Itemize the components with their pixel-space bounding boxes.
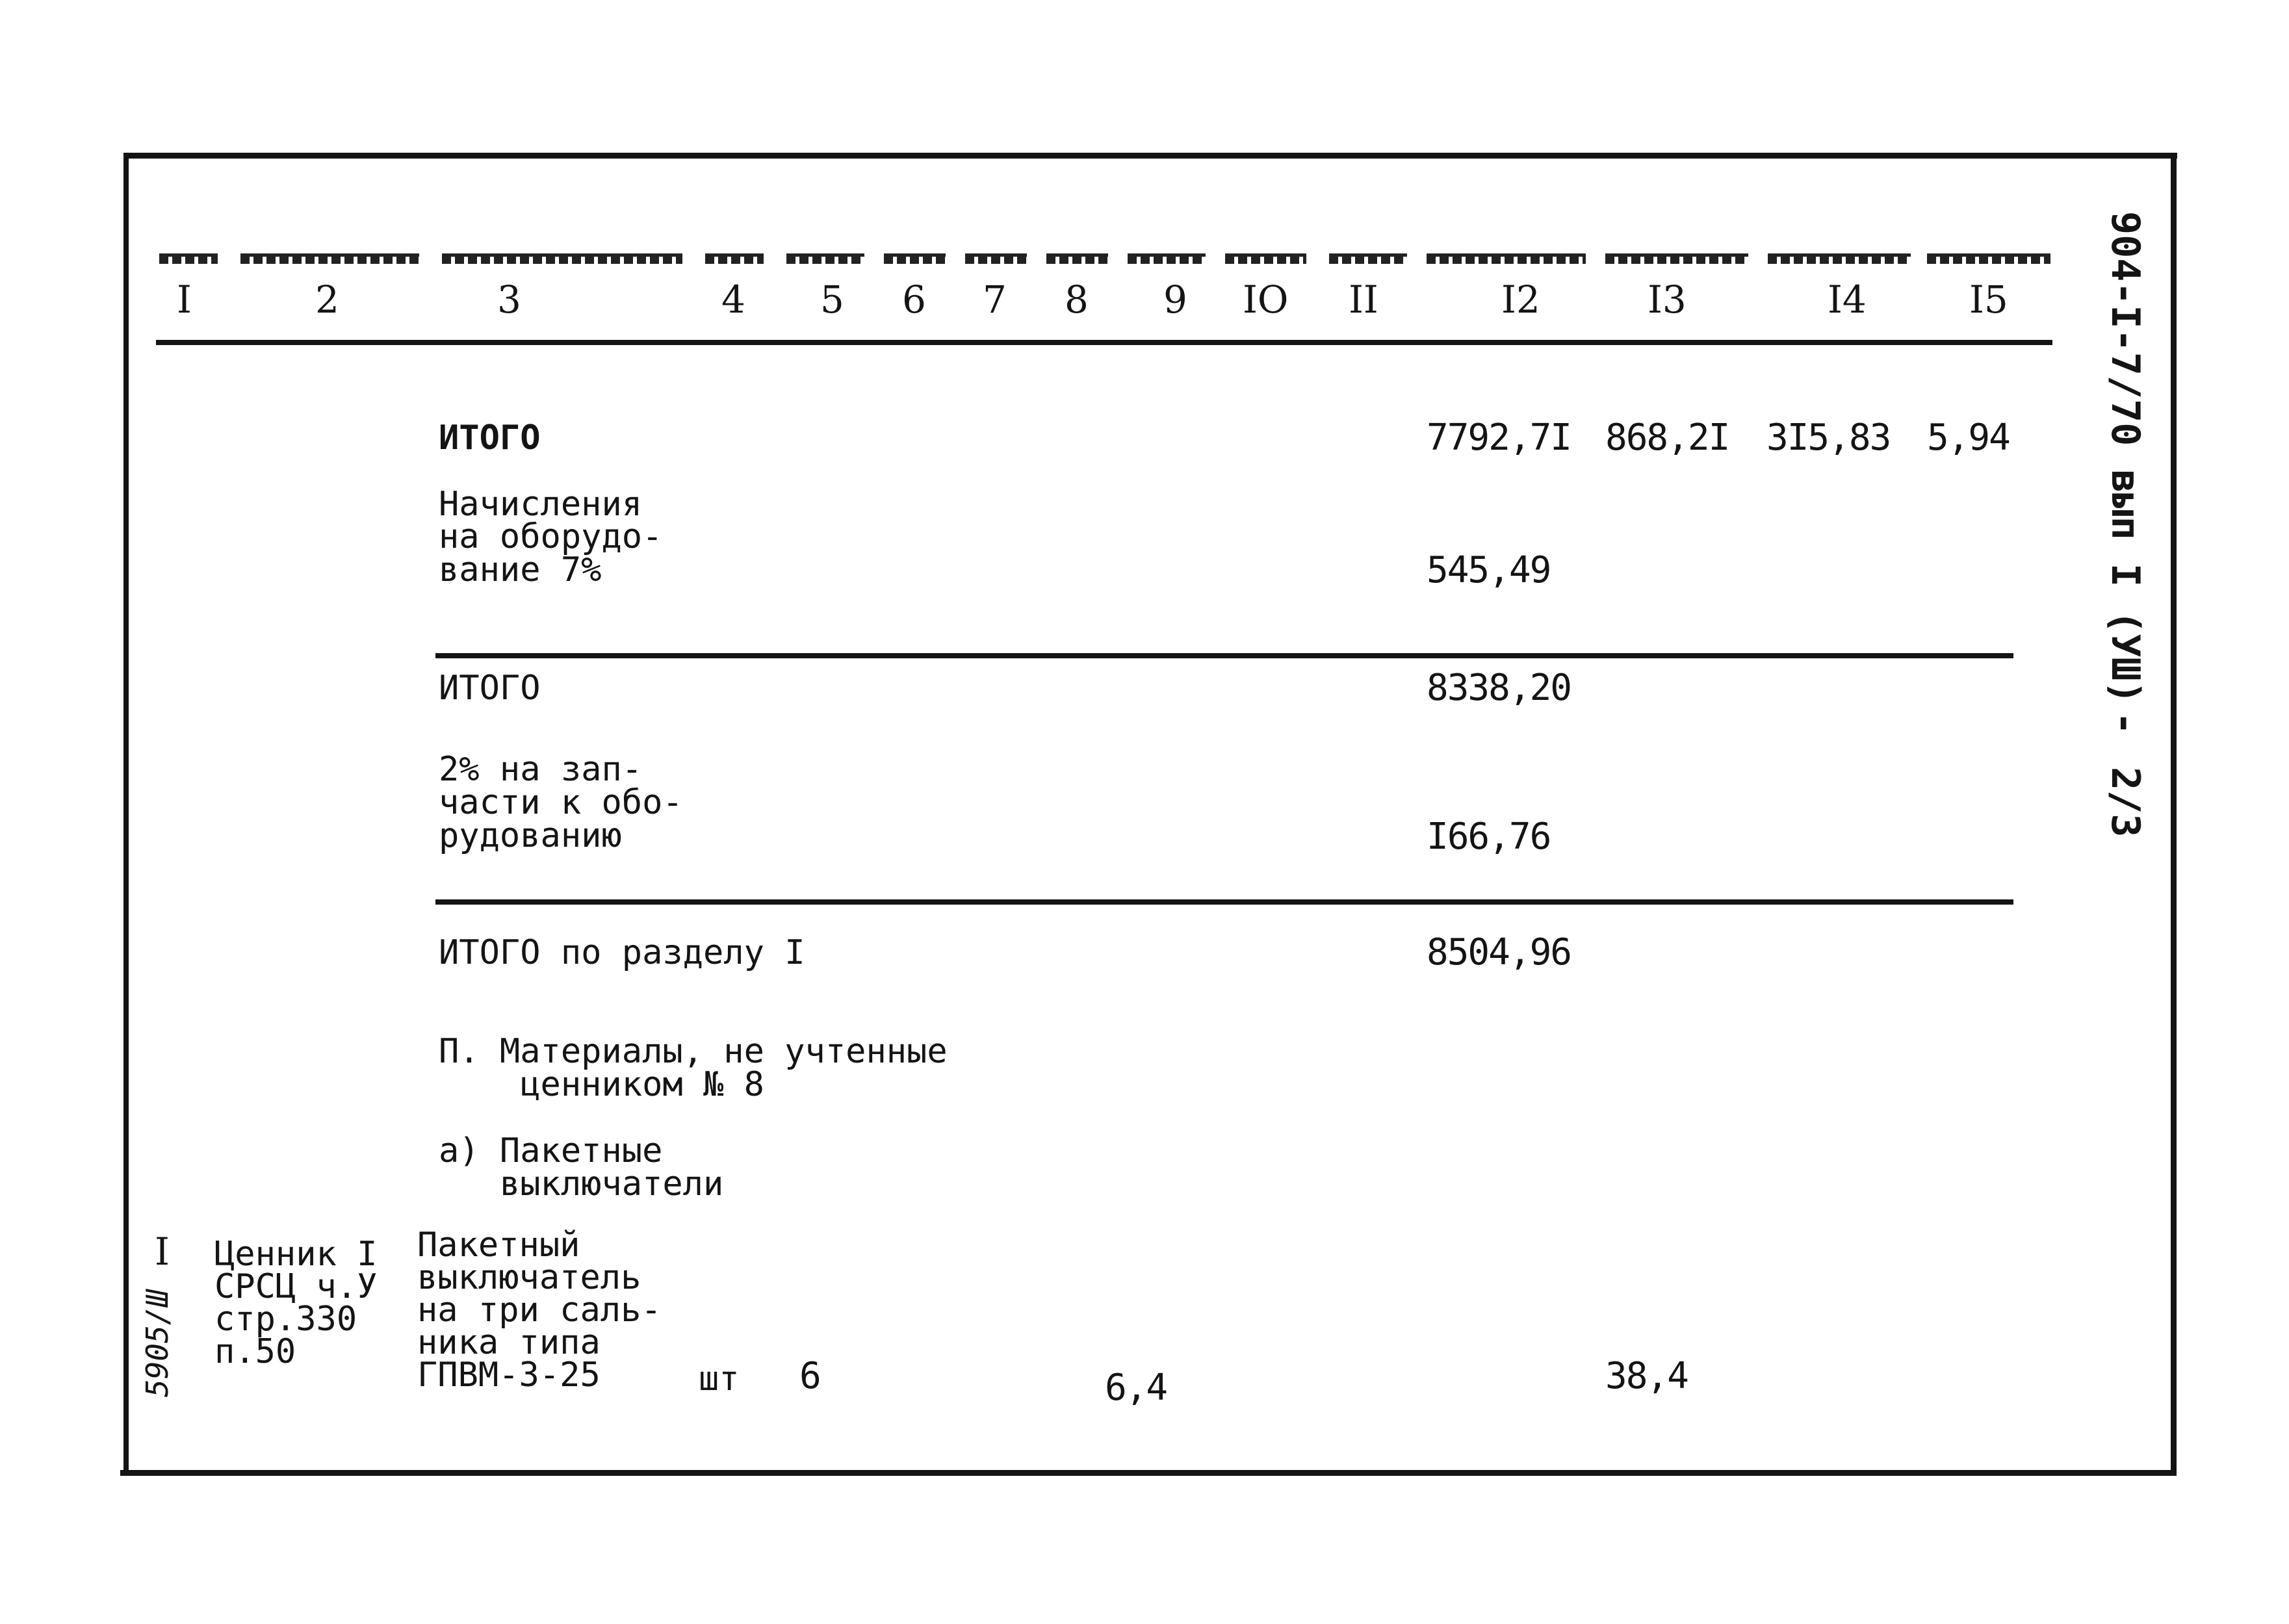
header-dash-8 [1046, 253, 1108, 264]
heading-line-1: П. Материалы, не учтенные [439, 1032, 948, 1071]
header-dash-9 [1128, 253, 1206, 264]
row-label-line-2: на оборудо- [439, 517, 663, 556]
row-label-line-2: части к обо- [439, 783, 683, 822]
col-number-5: 5 [820, 277, 844, 322]
total-rule-1 [435, 653, 2013, 658]
header-dash-14 [1768, 253, 1911, 264]
cell-col-12: 7792,7I [1427, 417, 1571, 459]
cell-col-12: 545,49 [1427, 549, 1551, 591]
row-label: ИТОГО [439, 419, 541, 458]
col-number-4: 4 [721, 277, 745, 322]
frame-bottom [120, 1470, 2175, 1476]
row-label-line-3: вание 7% [439, 550, 602, 589]
cell-col-8: 6,4 [1105, 1367, 1167, 1409]
col-number-7: 7 [983, 277, 1007, 322]
col-number-9: 9 [1163, 277, 1187, 322]
row-label-line-1: 2% на зап- [439, 750, 643, 789]
cell-col-3-line-3: на три саль- [417, 1291, 662, 1330]
header-dash-11 [1329, 253, 1407, 264]
col-number-11: II [1349, 277, 1378, 322]
header-dash-4 [705, 253, 764, 264]
col-number-2: 2 [315, 277, 339, 322]
cell-col-12: I66,76 [1427, 816, 1551, 858]
header-dash-10 [1225, 253, 1306, 264]
cell-col-2-line-2: СРСЦ ч.У [214, 1267, 378, 1306]
header-dash-15 [1927, 253, 2050, 264]
col-number-6: 6 [902, 277, 926, 322]
cell-col-3-line-1: Пакетный [417, 1226, 580, 1265]
cell-col-13: 868,2I [1605, 417, 1729, 459]
col-number-1: I [177, 277, 192, 322]
header-dash-7 [965, 253, 1027, 264]
col-number-3: 3 [497, 277, 521, 322]
frame-left [123, 153, 129, 1476]
row-label-line-3: рудованию [439, 816, 622, 855]
cell-col-13: 38,4 [1605, 1355, 1688, 1397]
cell-col-1: I [155, 1230, 170, 1274]
page-number: 2/3 [2102, 767, 2148, 838]
row-label: ИТОГО по разделу I [439, 933, 805, 972]
header-dash-13 [1605, 253, 1748, 264]
cell-col-3-line-2: выключатель [417, 1258, 641, 1297]
col-number-15: I5 [1969, 277, 2008, 322]
cell-col-4: шт [699, 1360, 740, 1398]
document-code: 904-I-7/70 вып I (УШ) [2102, 211, 2148, 704]
row-label-line-1: Начисления [439, 485, 643, 524]
heading-line-1: а) Пакетные [439, 1131, 663, 1170]
cell-col-2-line-3: стр.330 [214, 1300, 357, 1339]
cell-col-12: 8338,20 [1427, 667, 1571, 709]
archive-stamp: 5905/Ш [140, 1289, 175, 1397]
col-number-13: I3 [1648, 277, 1687, 322]
col-number-10: IO [1243, 277, 1289, 322]
frame-right [2171, 153, 2177, 1476]
header-bottom-rule [156, 340, 2052, 345]
frame-top [127, 153, 2177, 159]
col-number-8: 8 [1065, 277, 1089, 322]
side-dash: - [2102, 712, 2148, 736]
heading-line-2: ценником № 8 [439, 1065, 764, 1104]
cell-col-12: 8504,96 [1427, 931, 1571, 973]
col-number-14: I4 [1828, 277, 1867, 322]
cell-col-5: 6 [799, 1355, 820, 1397]
header-dash-2 [240, 253, 419, 264]
header-dash-12 [1427, 253, 1586, 264]
cell-col-15: 5,94 [1927, 417, 2010, 459]
header-dash-5 [786, 253, 864, 264]
cell-col-14: 3I5,83 [1766, 417, 1891, 459]
row-label: ИТОГО [439, 669, 541, 708]
header-dash-1 [159, 253, 218, 264]
cell-col-3-line-4: ника типа [417, 1323, 601, 1362]
heading-line-2: выключатели [439, 1165, 724, 1204]
cell-col-3-line-5: ГПВМ-3-25 [417, 1356, 601, 1395]
header-dash-6 [884, 253, 946, 264]
header-dash-3 [442, 253, 682, 264]
cell-col-2-line-1: Ценник I [214, 1235, 378, 1274]
total-rule-2 [435, 899, 2013, 905]
cell-col-2-line-4: п.50 [214, 1332, 296, 1371]
col-number-12: I2 [1501, 277, 1540, 322]
